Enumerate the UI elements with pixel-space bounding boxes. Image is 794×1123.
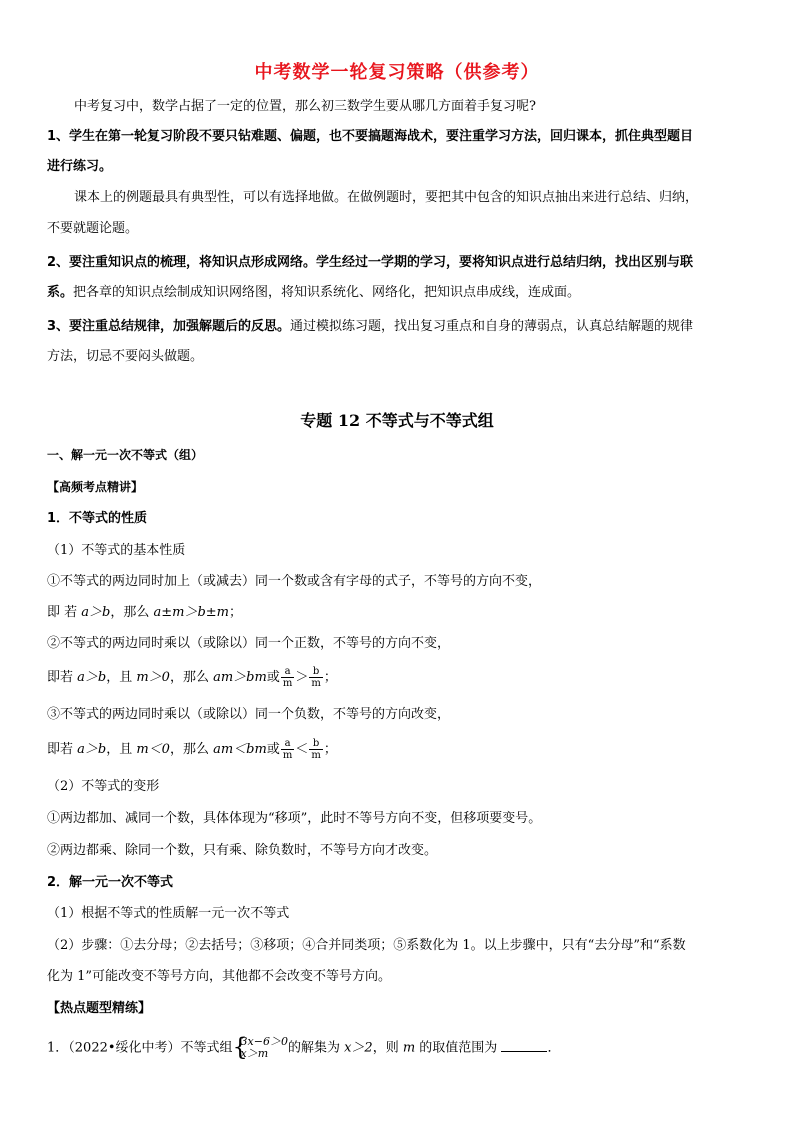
rule-1-example-math-a: a＞b bbox=[81, 605, 111, 620]
rule-1-example-end: ； bbox=[229, 605, 243, 620]
point-2-heading: 2．解一元一次不等式 bbox=[47, 875, 174, 890]
rule-1-example-text-a: 即 若 bbox=[47, 605, 82, 620]
question-1-text-f: 的取值范围为 bbox=[415, 1040, 502, 1056]
fraction-denominator: m bbox=[282, 678, 293, 689]
strategy-3-rest: 通过模拟练习题，找出复习重点和自身的薄弱点，认真总结解题的规律 bbox=[290, 319, 694, 334]
rule-2-example bbox=[47, 666, 337, 689]
rule-3-example-text-e: ，那么 bbox=[169, 742, 214, 757]
point-2-sub-1: （1）根据不等式的性质解一元一次不等式 bbox=[47, 906, 290, 921]
rule-2: ②不等式的两边同时乘以（或除以）同一个正数，不等号的方向不变， bbox=[47, 636, 451, 651]
system-line-1: 3x−6＞0 bbox=[240, 1035, 288, 1048]
question-1-end: ． bbox=[547, 1040, 561, 1056]
rule-3-example-math-d: m＜0 bbox=[136, 742, 170, 757]
rule-2-example-math-b: a＞b bbox=[77, 670, 107, 685]
rule-3-example bbox=[47, 738, 337, 761]
fraction-denominator: m bbox=[311, 678, 321, 689]
rule-2-example-or: 或 bbox=[266, 670, 280, 685]
rule-2-fraction-a-over-m bbox=[281, 666, 294, 689]
rule-2-fraction-b-over-m bbox=[309, 666, 322, 689]
rule-3-frac-operator: ＜ bbox=[295, 742, 309, 757]
rule-2-example-math-f: am＞bm bbox=[213, 670, 267, 685]
question-1-variable: m bbox=[402, 1040, 416, 1056]
point-1-sub-2: （2）不等式的变形 bbox=[47, 779, 160, 794]
strategy-2-rest: 把各章的知识点绘制成知识网络图，将知识系统化、网络化，把知识点串成线，连成面。 bbox=[73, 285, 581, 300]
strategy-1-line-2: 进行练习。 bbox=[47, 159, 113, 174]
transform-2: ②两边都乘、除同一个数，只有乘、除负数时，不等号方向才改变。 bbox=[47, 843, 438, 858]
rule-3-example-text-a: 即若 bbox=[47, 742, 78, 757]
rule-3-example-math-b: a＞b bbox=[77, 742, 107, 757]
strategy-3-bold: 3、要注重总结规律，加强解题后的反思。 bbox=[47, 319, 291, 334]
strategy-2-line-1: 2、要注重知识点的梳理，将知识点形成网络。学生经过一学期的学习，要将知识点进行总结归纳，找出区别与联 bbox=[47, 255, 694, 270]
strategy-2-line-2 bbox=[47, 284, 580, 302]
question-1-text-d: ，则 bbox=[372, 1040, 403, 1056]
rule-3-example-math-f: am＜bm bbox=[213, 742, 267, 757]
strategy-3-line-1 bbox=[47, 318, 693, 336]
high-frequency-tag: 【高频考点精讲】 bbox=[47, 480, 144, 494]
system-line-2: x＞m bbox=[240, 1047, 269, 1060]
rule-1: ①不等式的两边同时加上（或减去）同一个数或含有字母的式子，不等号的方向不变， bbox=[47, 574, 542, 589]
fraction-denominator: m bbox=[311, 750, 321, 761]
rule-3-fraction-a-over-m bbox=[281, 738, 294, 761]
answer-blank[interactable] bbox=[501, 1039, 547, 1052]
rule-2-example-end: ； bbox=[323, 670, 337, 685]
rule-1-example-text-c: ，那么 bbox=[110, 605, 154, 620]
rule-3-fraction-b-over-m bbox=[309, 738, 322, 761]
fraction-numerator: b bbox=[309, 738, 322, 750]
rule-3: ③不等式的两边同时乘以（或除以）同一个负数，不等号的方向改变， bbox=[47, 707, 451, 722]
topic-heading: 专题 12 不等式与不等式组 bbox=[300, 411, 494, 430]
section-heading: 一、解一元一次不等式（组） bbox=[47, 448, 204, 462]
question-1 bbox=[47, 1033, 561, 1061]
point-2-sub-2-line-1: （2）步骤：①去分母；②去括号；③移项；④合并同类项；⑤系数化为 1。以上步骤中，只有“去分母”和“系数 bbox=[47, 938, 686, 953]
question-1-solution: x＞2 bbox=[344, 1040, 373, 1056]
rule-2-frac-operator: ＞ bbox=[295, 670, 309, 685]
rule-3-example-end: ； bbox=[323, 742, 337, 757]
strategy-2-bold-tail: 系。 bbox=[47, 285, 74, 300]
hot-practice-tag: 【热点题型精练】 bbox=[47, 1001, 152, 1016]
question-1-text-b: 的解集为 bbox=[287, 1040, 345, 1056]
strategy-1-line-1: 1、学生在第一轮复习阶段不要只钻难题、偏题，也不要搞题海战术，要注重学习方法，回归课本，抓住典型题目 bbox=[47, 129, 694, 144]
point-1-heading: 1．不等式的性质 bbox=[47, 511, 148, 526]
fraction-denominator: m bbox=[282, 750, 293, 761]
transform-1: ①两边都加、减同一个数，具体体现为“移项”，此时不等号方向不变，但移项要变号。 bbox=[47, 811, 542, 826]
strategy-1-detail-line-1: 课本上的例题最具有典型性，可以有选择地做。在做例题时，要把其中包含的知识点抽出来进行总结、归纳， bbox=[74, 190, 699, 205]
rule-1-example bbox=[47, 604, 242, 622]
rule-2-example-text-c: ，且 bbox=[106, 670, 137, 685]
rule-2-example-math-d: m＞0 bbox=[136, 670, 170, 685]
point-2-sub-2-line-2: 化为 1”可能改变不等号方向，其他都不会改变不等号方向。 bbox=[47, 969, 392, 984]
rule-3-example-text-c: ，且 bbox=[106, 742, 137, 757]
question-1-text-a: 1．（2022•绥化中考）不等式组 bbox=[47, 1040, 233, 1056]
brace-icon: { bbox=[232, 1033, 248, 1061]
rule-2-example-text-e: ，那么 bbox=[169, 670, 214, 685]
fraction-numerator: a bbox=[281, 666, 294, 678]
strategy-3-line-2: 方法，切忌不要闷头做题。 bbox=[47, 349, 204, 364]
strategy-1-detail-line-2: 不要就题论题。 bbox=[47, 221, 139, 236]
fraction-numerator: a bbox=[281, 738, 294, 750]
intro-paragraph: 中考复习中，数学占据了一定的位置，那么初三数学生要从哪几方面着手复习呢? bbox=[74, 99, 536, 114]
question-1-inequality-system bbox=[232, 1033, 288, 1061]
rule-3-example-or: 或 bbox=[266, 742, 280, 757]
page-title: 中考数学一轮复习策略（供参考） bbox=[254, 62, 540, 83]
rule-2-example-text-a: 即若 bbox=[47, 670, 78, 685]
rule-1-example-math-d: a±m＞b±m bbox=[153, 605, 229, 620]
point-1-sub-1: （1）不等式的基本性质 bbox=[47, 543, 186, 558]
fraction-numerator: b bbox=[309, 666, 322, 678]
